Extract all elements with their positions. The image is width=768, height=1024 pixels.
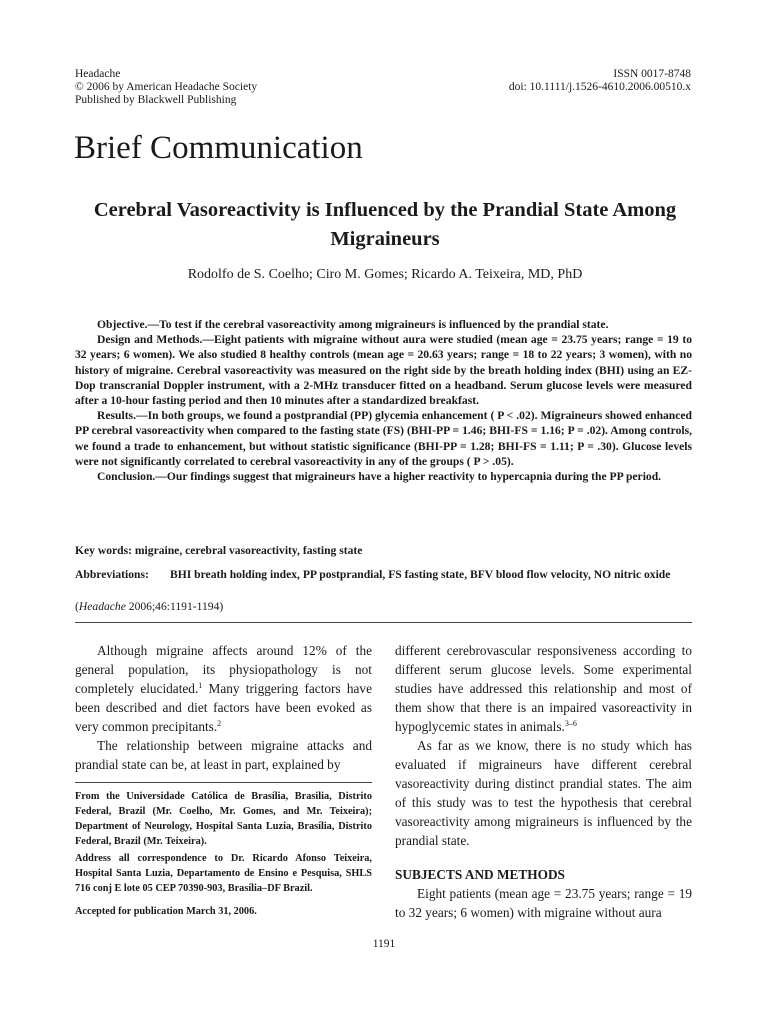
footnote-divider [75,782,372,783]
abbreviations-text: BHI breath holding index, PP postprandial, FS fasting state, BFV blood flow velocity, NO nitric oxide [170,568,671,581]
abstract-results: Results.—In both groups, we found a postprandial (PP) glycemia enhancement ( P < .02). Migraineurs showed enhanced PP cerebral vasoreactivity when compared to the fasting state (FS) (BHI-PP = 1.46; BHI-FS = 1.16; P = .02). Among controls, we found a trade to enhancement, but without statistic significance (BHI-PP = 1.28; BHI-FS = 1.11; P = .30). Glucose levels were not significantly correlated to cerebral vasoreactivity in any of the groups ( P > .05). [75,409,692,468]
body-paragraph [395,641,692,736]
methods-paragraph: Eight patients (mean age = 23.75 years; range = 19 to 32 years; 6 women) with migraine without aura [395,886,692,920]
reference-marker: 2 [217,719,222,728]
body-paragraph: As far as we know, there is no study which has evaluated if migraineurs have different cerebral vasoreactivity during distinct prandial states. The aim of this study was to test the hypothesis that cerebral vasoreactivity among migraineurs is influenced by the prandial state. [395,738,692,848]
author-list: Rodolfo de S. Coelho; Ciro M. Gomes; Ricardo A. Teixeira, MD, PhD [187,267,583,282]
methods-heading: SUBJECTS AND METHODS [395,867,565,882]
copyright-line: © 2006 by American Headache Society [75,81,258,93]
citation-paren: ( [75,600,79,613]
citation-journal: Headache [78,600,126,613]
abstract [75,317,692,484]
body-column-left [75,641,372,774]
footnote-affiliation: From the Universidade Católica de Brasília, Brasilia, Distrito Federal, Brazil (Mr. Coelho, Mr. Gomes, and Mr. Teixeira); Department of Neurology, Hospital Santa Luzia, Brasília, Distrito Federal, Brazil (Mr. Teixeira). [75,791,372,847]
abstract-divider [75,622,692,623]
footnote-address: Address all correspondence to Dr. Ricardo Afonso Teixeira, Hospital Santa Luzia, Departamento de Ensino e Pesquisa, SHLS 716 conj E lote 05 CEP 70390-903, Brasília–DF Brazil. [75,853,372,894]
abbreviations-label: Abbreviations: [75,568,149,581]
body-paragraph [75,641,372,736]
paper-title: Cerebral Vasoreactivity is Influenced by the Prandial State Among Migraineurs [93,199,677,250]
footnote-accepted: Accepted for publication March 31, 2006. [75,906,257,917]
body-text: Many triggering factors have been described and diet factors have been evoked as very common precipitants. [75,681,372,734]
body-paragraph: The relationship between migraine attacks and prandial state can be, at least in part, explained by [75,738,372,772]
keywords: Key words: migraine, cerebral vasoreactivity, fasting state [75,544,363,557]
page-number: 1191 [372,938,396,950]
abstract-objective: Objective.—To test if the cerebral vasoreactivity among migraineurs is influenced by the prandial state. [97,318,609,331]
abstract-conclusion: Conclusion.—Our findings suggest that migraineurs have a higher reactivity to hypercapnia during the PP period. [97,470,662,484]
body-text: different cerebrovascular responsiveness according to different serum glucose levels. Some experimental studies have addressed this relationship and most of them show that there is an impaired vasoreactivity in hypoglycemic states in animals. [395,643,692,734]
reference-marker: 3–6 [564,719,577,728]
journal-header [75,68,257,107]
methods-body [395,884,692,922]
citation [75,599,223,614]
doi: doi: 10.1111/j.1526-4610.2006.00510.x [508,81,691,93]
journal-name: Headache [75,68,121,80]
identifier-header [509,68,691,94]
reference-marker: 1 [198,681,203,690]
issn: ISSN 0017-8748 [613,68,691,80]
abbreviations [75,567,695,582]
body-column-right [395,641,692,850]
section-title: Brief Communication [74,130,363,166]
citation-details: 2006;46:1191-1194) [125,600,224,613]
publisher-line: Published by Blackwell Publishing [75,94,237,106]
body-text: Although migraine affects around 12% of the general population, its physiopathology is not completely elucidated. [75,643,372,696]
abstract-design: Design and Methods.—Eight patients with migraine without aura were studied (mean age = 23.75 years; range = 19 to 32 years; 6 women). We also studied 8 healthy controls (mean age = 20.63 years; range = 18 to 22 years; 3 women), with no history of migraine. Cerebral vasoreactivity was measured on the right side by the breath holding index (BHI) using an EZ-Dop transcranial Doppler instrument, with a 2-MHz transducer fitted on a headband. Serum glucose levels were measured after a 10-hour fasting period and then 10 minutes after a standardized breakfast. [75,333,692,408]
